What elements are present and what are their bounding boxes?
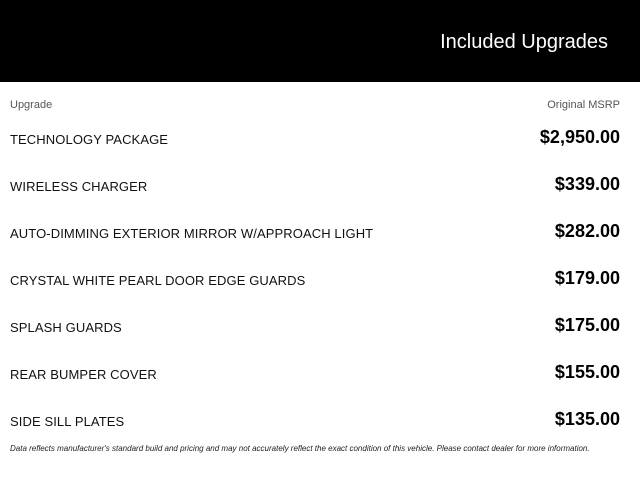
column-header-upgrade: Upgrade [10, 99, 53, 111]
table-row [10, 305, 620, 352]
upgrade-price: $339.00 [554, 174, 620, 194]
table-row [10, 258, 620, 305]
page-title: Included Upgrades [440, 31, 608, 53]
upgrade-price: $135.00 [554, 409, 620, 429]
upgrade-name: WIRELESS CHARGER [10, 179, 148, 194]
upgrade-name: CRYSTAL WHITE PEARL DOOR EDGE GUARDS [10, 273, 306, 288]
disclaimer-text: Data reflects manufacturer's standard build and pricing and may not accurately reflect the exact condition of this vehicle. Please contact dealer for more information. [10, 444, 590, 453]
upgrade-name: REAR BUMPER COVER [10, 367, 157, 382]
upgrade-name: TECHNOLOGY PACKAGE [10, 132, 169, 147]
table-row [10, 352, 620, 399]
table-row [10, 164, 620, 211]
upgrade-price: $2,950.00 [539, 127, 620, 147]
upgrade-price: $282.00 [554, 221, 620, 241]
upgrade-price: $179.00 [554, 268, 620, 288]
upgrade-price: $155.00 [554, 362, 620, 382]
page-header [0, 0, 640, 82]
table-row [10, 211, 620, 258]
table-row [10, 399, 620, 446]
upgrade-name: SIDE SILL PLATES [10, 414, 125, 429]
column-header-msrp: Original MSRP [547, 99, 620, 111]
table-body [10, 117, 620, 446]
upgrade-price: $175.00 [554, 315, 620, 335]
upgrade-name: SPLASH GUARDS [10, 320, 122, 335]
upgrade-name: AUTO-DIMMING EXTERIOR MIRROR W/APPROACH LIGHT [10, 226, 374, 241]
table-row [10, 117, 620, 164]
